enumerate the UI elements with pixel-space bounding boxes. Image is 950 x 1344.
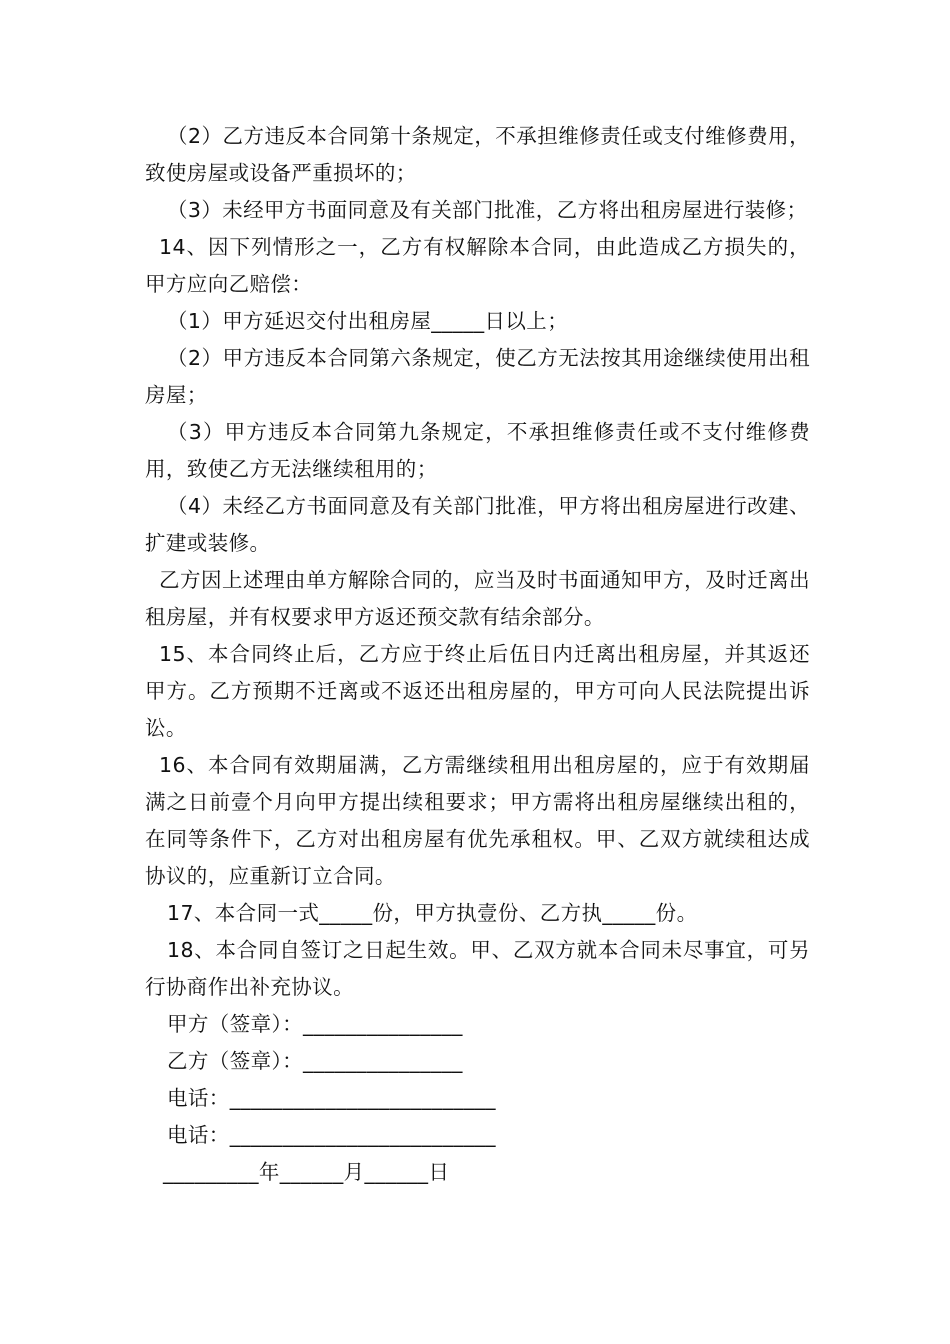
clause-18: 18、本合同自签订之日起生效。甲、乙双方就本合同未尽事宜，可另行协商作出补充协议。 (145, 938, 810, 999)
phone-line-1: 电话：_________________________ (167, 1086, 496, 1110)
clause-14-item-1: （1）甲方延迟交付出租房屋_____日以上； (167, 309, 569, 333)
clause-13-item-3: （3）未经甲方书面同意及有关部门批准，乙方将出租房屋进行装修； (167, 198, 808, 222)
clause-16: 16、本合同有效期届满，乙方需继续租用出租房屋的，应于有效期届满之日前壹个月向甲方提出续租要求；甲方需将出租房屋继续出租的，在同等条件下，乙方对出租房屋有优先承租权。甲、乙双方就续租达成协议的，应重新订立合同。 (145, 753, 810, 888)
signing-date: _________年______月______日 (163, 1160, 450, 1184)
clause-14: 14、因下列情形之一，乙方有权解除本合同，由此造成乙方损失的，甲方应向乙赔偿： (145, 235, 810, 296)
clause-13-item-2: （2）乙方违反本合同第十条规定，不承担维修责任或支付维修费用，致使房屋或设备严重损坏的； (145, 124, 810, 185)
clause-14-notice: 乙方因上述理由单方解除合同的，应当及时书面通知甲方，及时迁离出租房屋，并有权要求甲方返还预交款有结余部分。 (145, 568, 810, 629)
party-a-signature: 甲方（签章）：_______________ (167, 1012, 463, 1036)
contract-body (145, 118, 810, 1191)
phone-line-2: 电话：_________________________ (167, 1123, 496, 1147)
clause-14-item-4: （4）未经乙方书面同意及有关部门批准，甲方将出租房屋进行改建、扩建或装修。 (145, 494, 810, 555)
party-b-signature: 乙方（签章）：_______________ (167, 1049, 463, 1073)
clause-15: 15、本合同终止后，乙方应于终止后伍日内迁离出租房屋，并其返还甲方。乙方预期不迁离或不返还出租房屋的，甲方可向人民法院提出诉讼。 (145, 642, 810, 740)
clause-17: 17、本合同一式_____份，甲方执壹份、乙方执_____份。 (167, 901, 698, 925)
clause-14-item-3: （3）甲方违反本合同第九条规定，不承担维修责任或不支付维修费用，致使乙方无法继续租用的； (145, 420, 810, 481)
clause-14-item-2: （2）甲方违反本合同第六条规定，使乙方无法按其用途继续使用出租房屋； (145, 346, 810, 407)
